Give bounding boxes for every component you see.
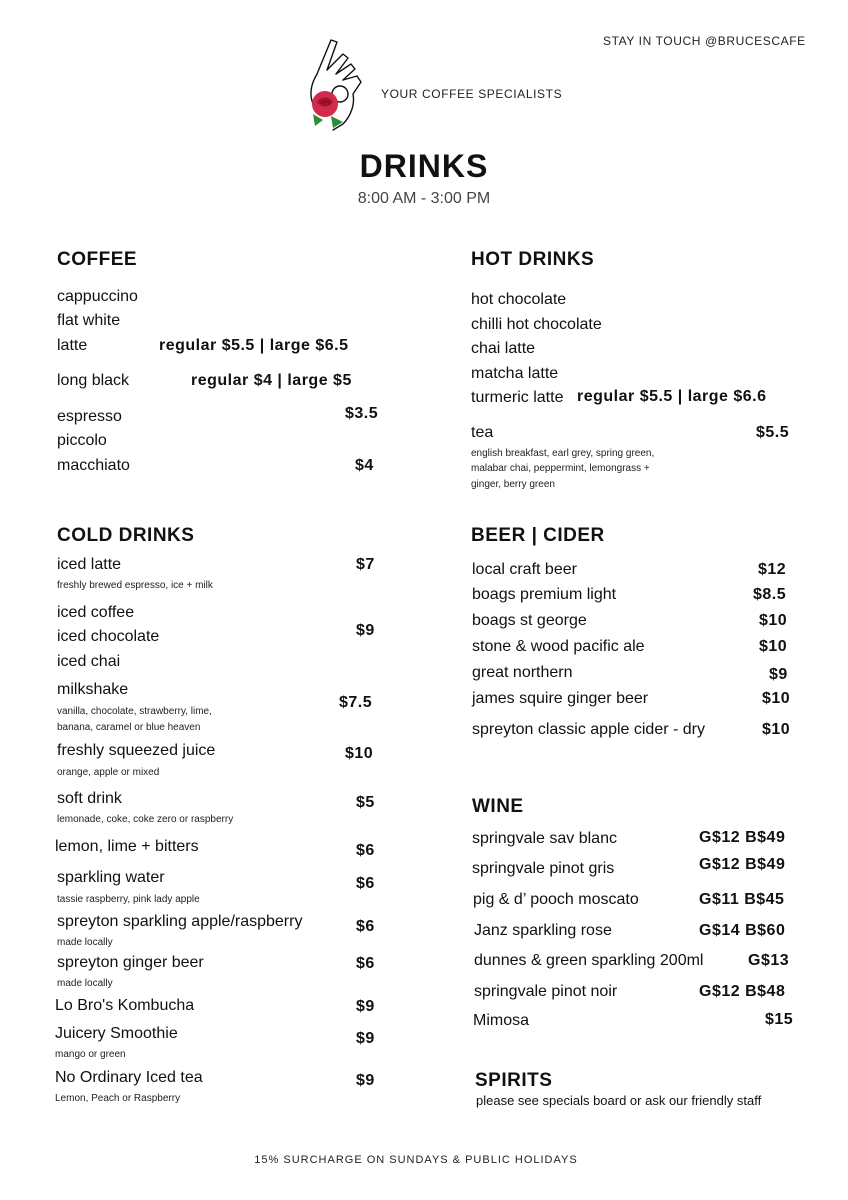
cold-drink-item: iced coffee [57, 604, 135, 621]
tea-desc: malabar chai, peppermint, lemongrass + [471, 463, 650, 474]
hot-drink-item: hot chocolate [471, 291, 567, 308]
cold-drink-desc: mango or green [55, 1049, 126, 1060]
wine-price: G$12 B$49 [699, 829, 786, 846]
tea-item: tea [471, 424, 494, 441]
long-black-price: regular $4 | large $5 [191, 372, 352, 389]
wine-item: springvale pinot gris [472, 860, 615, 877]
cold-drink-desc: tassie raspberry, pink lady apple [57, 894, 200, 905]
cold-drink-item: Lo Bro's Kombucha [55, 997, 195, 1014]
cold-drink-price: $7 [356, 556, 375, 573]
tea-price: $5.5 [756, 424, 790, 441]
cold-drink-desc: banana, caramel or blue heaven [57, 722, 201, 733]
coffee-item: macchiato [57, 457, 130, 474]
coffee-item: latte [57, 337, 88, 354]
coffee-item: long black [57, 372, 130, 389]
cold-drink-item: No Ordinary Iced tea [55, 1069, 203, 1086]
coffee-item: piccolo [57, 432, 107, 449]
cold-drink-item: Juicery Smoothie [55, 1025, 178, 1042]
cold-drink-desc: vanilla, chocolate, strawberry, lime, [57, 706, 212, 717]
cold-drink-price: $10 [345, 745, 374, 762]
wine-item: Mimosa [473, 1012, 530, 1029]
spirits-note: please see specials board or ask our friendly staff [476, 1093, 762, 1108]
cold-drink-price: $6 [356, 955, 375, 972]
espresso-price: $3.5 [345, 405, 379, 422]
beer-price: $12 [758, 561, 787, 578]
coffee-item: espresso [57, 408, 122, 425]
tea-desc: english breakfast, earl grey, spring green, [471, 448, 655, 459]
beer-item: spreyton classic apple cider - dry [472, 721, 705, 738]
cold-drink-price: $6 [356, 875, 375, 892]
hot-drinks-price: regular $5.5 | large $6.6 [577, 388, 767, 405]
hot-drink-item: turmeric latte [471, 389, 564, 406]
wine-item: pig & d’ pooch moscato [473, 891, 639, 908]
cold-drink-desc: lemonade, coke, coke zero or raspberry [57, 814, 234, 825]
wine-price: G$12 B$48 [699, 983, 786, 1000]
cold-drink-desc: orange, apple or mixed [57, 767, 160, 778]
hot-drink-item: chilli hot chocolate [471, 316, 602, 333]
coffee-heading: COFFEE [57, 249, 138, 270]
cold-drink-item: sparkling water [57, 869, 165, 886]
hot-drinks-heading: HOT DRINKS [471, 249, 595, 270]
beer-price: $8.5 [753, 586, 787, 603]
beer-item: james squire ginger beer [472, 690, 649, 707]
cold-drink-desc: Lemon, Peach or Raspberry [55, 1093, 181, 1104]
opening-hours: 8:00 AM - 3:00 PM [357, 190, 491, 207]
wine-heading: WINE [472, 796, 524, 817]
cold-drink-item: lemon, lime + bitters [55, 838, 199, 855]
beer-item: great northern [472, 664, 573, 681]
wine-price: G$12 B$49 [699, 856, 786, 873]
beer-cider-heading: BEER | CIDER [471, 525, 605, 546]
rose-icon [312, 91, 343, 128]
beer-price: $10 [759, 638, 788, 655]
wine-price: G$13 [748, 952, 790, 969]
wine-item: springvale sav blanc [472, 830, 617, 847]
cold-drink-item: spreyton sparkling apple/raspberry [57, 913, 303, 930]
cold-drink-item: iced chocolate [57, 628, 160, 645]
beer-price: $10 [759, 612, 788, 629]
cold-drink-item: soft drink [57, 790, 122, 807]
page-title: DRINKS [359, 148, 489, 184]
cold-drink-price: $7.5 [339, 694, 373, 711]
beer-item: stone & wood pacific ale [472, 638, 645, 655]
cold-drink-item: iced latte [57, 556, 122, 573]
coffee-item: cappuccino [57, 288, 138, 305]
cold-drinks-heading: COLD DRINKS [57, 525, 195, 546]
cold-drink-item: spreyton ginger beer [57, 954, 204, 971]
cold-drink-price: $5 [356, 794, 375, 811]
wine-item: dunnes & green sparkling 200ml [474, 952, 704, 969]
cold-drink-price: $9 [356, 1030, 375, 1047]
wine-item: Janz sparkling rose [474, 922, 612, 939]
cold-drink-price: $9 [356, 1072, 375, 1089]
beer-price: $10 [762, 721, 791, 738]
macchiato-price: $4 [355, 457, 374, 474]
hand-rose-logo [303, 34, 375, 134]
beer-item: local craft beer [472, 561, 577, 578]
cold-drink-price: $6 [356, 842, 375, 859]
coffee-item: flat white [57, 312, 121, 329]
cold-drink-item: milkshake [57, 681, 129, 698]
cold-drink-desc: made locally [57, 978, 113, 989]
beer-item: boags premium light [472, 586, 617, 603]
cold-drink-item: freshly squeezed juice [57, 742, 216, 759]
cold-drink-price: $6 [356, 918, 375, 935]
tea-desc: ginger, berry green [471, 479, 555, 490]
wine-price: $15 [765, 1011, 794, 1028]
social-handle: STAY IN TOUCH @BRUCESCAFE [603, 34, 806, 48]
tagline: YOUR COFFEE SPECIALISTS [381, 87, 563, 101]
beer-price: $10 [762, 690, 791, 707]
cold-drink-price: $9 [356, 998, 375, 1015]
cold-drink-desc: freshly brewed espresso, ice + milk [57, 580, 213, 591]
beer-item: boags st george [472, 612, 587, 629]
cold-drink-desc: made locally [57, 937, 113, 948]
surcharge-note: 15% SURCHARGE ON SUNDAYS & PUBLIC HOLIDAYS [254, 1154, 578, 1166]
cold-drink-item: iced chai [57, 653, 121, 670]
hot-drink-item: matcha latte [471, 365, 559, 382]
wine-price: G$14 B$60 [699, 922, 786, 939]
hot-drink-item: chai latte [471, 340, 536, 357]
cold-drink-price: $9 [356, 622, 375, 639]
coffee-milk-price: regular $5.5 | large $6.5 [159, 337, 349, 354]
spirits-heading: SPIRITS [475, 1070, 553, 1091]
wine-price: G$11 B$45 [699, 891, 785, 908]
beer-price: $9 [769, 666, 788, 683]
wine-item: springvale pinot noir [474, 983, 618, 1000]
